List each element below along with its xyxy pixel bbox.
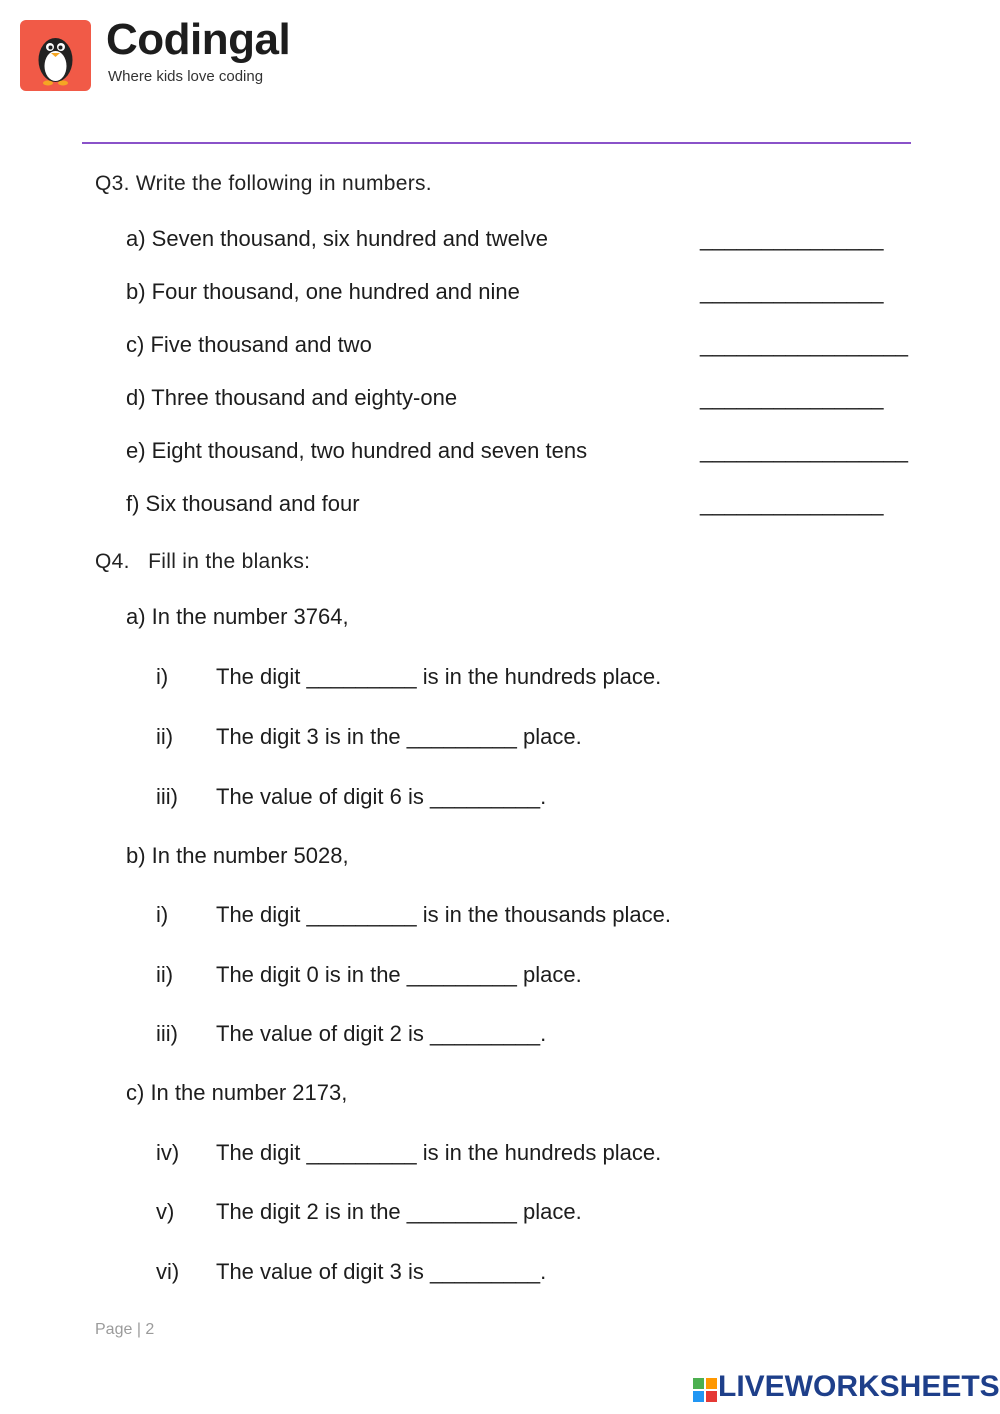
- q3-blank-d[interactable]: _______________: [700, 385, 884, 410]
- q4-a-text-2[interactable]: The digit 3 is in the _________ place.: [216, 724, 582, 749]
- q3-item-d: d) Three thousand and eighty-one: [126, 385, 458, 410]
- q4-b-text-1[interactable]: The digit _________ is in the thousands place.: [216, 902, 671, 927]
- q4-b-num-3: iii): [156, 1021, 178, 1046]
- q3-blank-c[interactable]: _________________: [700, 332, 909, 357]
- q4-a-num-3: iii): [156, 784, 178, 809]
- penguin-icon: [20, 20, 91, 91]
- q4-a-num-2: ii): [156, 724, 174, 749]
- q3-blank-f[interactable]: _______________: [700, 491, 884, 516]
- q4-c-text-1[interactable]: The digit _________ is in the hundreds place.: [216, 1140, 662, 1165]
- page-number: Page | 2: [95, 1321, 155, 1338]
- q4-c-num-3: vi): [156, 1259, 180, 1284]
- brand-name: Codingal: [106, 15, 291, 64]
- q4-c-text-3[interactable]: The value of digit 3 is _________.: [216, 1259, 547, 1284]
- q3-item-b: b) Four thousand, one hundred and nine: [126, 279, 520, 304]
- q4-b-num-1: i): [156, 902, 169, 927]
- q4-title: Q4. Fill in the blanks:: [95, 550, 311, 573]
- q3-blank-b[interactable]: _______________: [700, 279, 884, 304]
- q3-item-f: f) Six thousand and four: [126, 491, 360, 516]
- header-divider: [82, 142, 911, 144]
- liveworksheets-icon: [693, 1378, 717, 1402]
- q4-c-num-2: v): [156, 1199, 175, 1224]
- brand-tagline: Where kids love coding: [108, 68, 264, 85]
- q4-group-b-label: b) In the number 5028,: [126, 843, 349, 868]
- q4-c-text-2[interactable]: The digit 2 is in the _________ place.: [216, 1199, 582, 1224]
- q3-item-e: e) Eight thousand, two hundred and seven tens: [126, 438, 588, 463]
- q4-group-c-label: c) In the number 2173,: [126, 1080, 348, 1105]
- q4-a-text-1[interactable]: The digit _________ is in the hundreds place.: [216, 664, 662, 689]
- q3-title: Q3. Write the following in numbers.: [95, 172, 432, 195]
- q3-item-a: a) Seven thousand, six hundred and twelve: [126, 226, 548, 251]
- q4-c-num-1: iv): [156, 1140, 180, 1165]
- q4-a-num-1: i): [156, 664, 169, 689]
- q3-blank-e[interactable]: _________________: [700, 438, 909, 463]
- q4-b-text-2[interactable]: The digit 0 is in the _________ place.: [216, 962, 582, 987]
- q4-a-text-3[interactable]: The value of digit 6 is _________.: [216, 784, 547, 809]
- q4-group-a-label: a) In the number 3764,: [126, 604, 349, 629]
- q3-item-c: c) Five thousand and two: [126, 332, 372, 357]
- q4-b-num-2: ii): [156, 962, 174, 987]
- liveworksheets-watermark[interactable]: LIVEWORKSHEETS: [718, 1370, 1000, 1403]
- codingal-logo: [20, 20, 91, 91]
- q4-b-text-3[interactable]: The value of digit 2 is _________.: [216, 1021, 547, 1046]
- q3-blank-a[interactable]: _______________: [700, 226, 884, 251]
